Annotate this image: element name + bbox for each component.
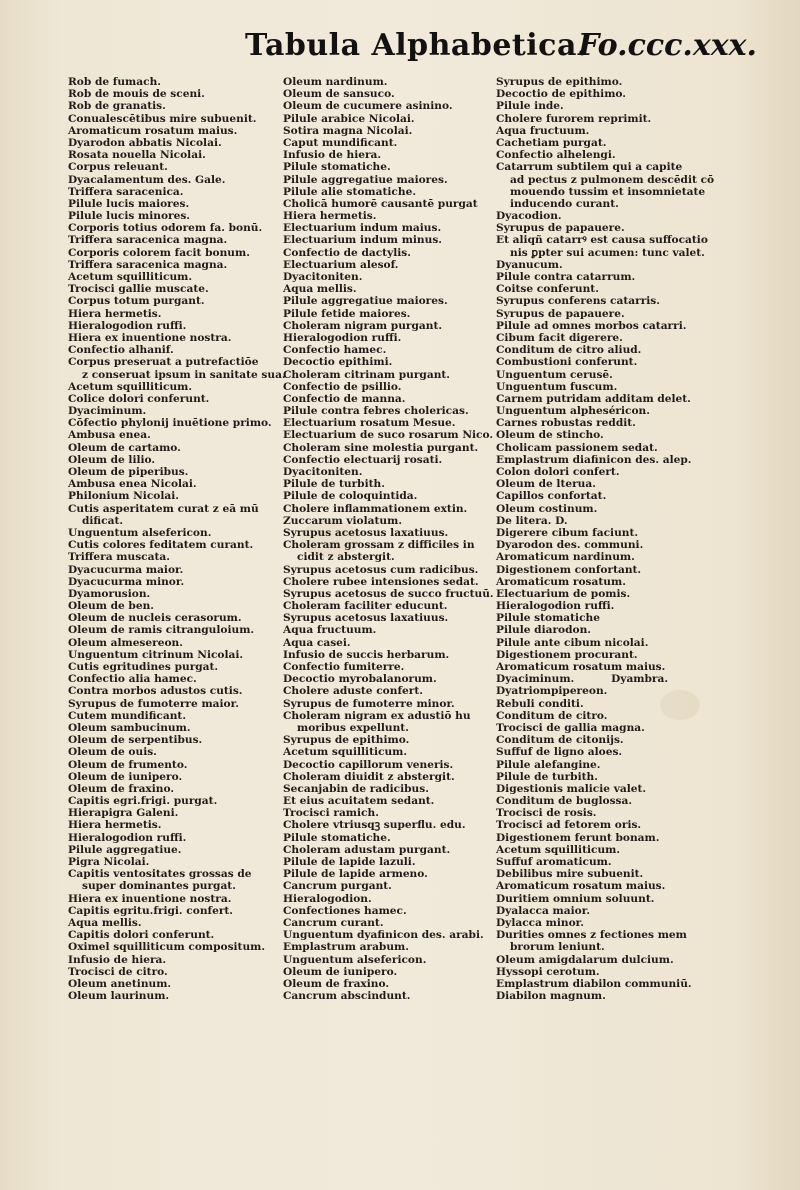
index-entry: Syrupus de epithimo. bbox=[283, 734, 410, 747]
index-entry: Digestionem procurant. bbox=[496, 648, 638, 661]
index-entry: Digestionem confortant. bbox=[496, 563, 642, 576]
index-entry: Confectio alhanif. bbox=[68, 344, 174, 357]
index-entry: Corpus releuant. bbox=[68, 161, 168, 174]
index-entry: Oleum de piperibus. bbox=[68, 466, 189, 478]
index-entry: Acetum squilliticum. bbox=[68, 271, 193, 283]
index-entry: Decoctio capillorum veneris. bbox=[283, 758, 454, 771]
index-entry: Et aliqñ catarrꝰ est causa suffocatio bbox=[496, 234, 708, 247]
index-entry: Syrupus acetosus laxatiuus. bbox=[283, 526, 449, 539]
index-entry: Cholicā humorē causantē purgat bbox=[283, 197, 478, 210]
index-entry: Aqua mellis. bbox=[68, 916, 142, 929]
index-entry: Dyacucurma minor. bbox=[68, 575, 185, 588]
index-entry: Cholere inflammationem extin. bbox=[283, 502, 468, 515]
index-entry: Pilule aggregatiue. bbox=[68, 843, 182, 856]
index-entry: Oleum de iunipero. bbox=[283, 965, 398, 978]
index-entry: Corpus totum purgant. bbox=[68, 295, 205, 308]
index-entry: Electuarium rosatum Mesue. bbox=[283, 417, 456, 430]
index-entry: Dylacca minor. bbox=[496, 916, 584, 929]
index-entry: Hiera hermetis. bbox=[283, 210, 377, 223]
index-entry: Decoctio epithimi. bbox=[283, 356, 393, 369]
index-entry: Pilule ad omnes morbos catarri. bbox=[496, 319, 687, 332]
index-entry: Oleum nardinum. bbox=[283, 76, 388, 88]
index-entry: Syrupus acetosus cum radicibus. bbox=[283, 563, 479, 576]
index-entry: Combustioni conferunt. bbox=[496, 356, 638, 369]
index-entry: Oleum de lilio. bbox=[68, 453, 156, 466]
index-entry: Confectio alhelengi. bbox=[496, 149, 616, 162]
index-entry: Pilule de turbith. bbox=[496, 770, 598, 783]
index-entry: Pilule de coloquintida. bbox=[283, 490, 418, 503]
index-entry: Unguentum citrinum Nicolai. bbox=[68, 648, 244, 661]
index-entry: Trocisci ad fetorem oris. bbox=[496, 819, 642, 832]
index-entry: Pilule stomatiche bbox=[496, 612, 600, 625]
index-entry: Hierapigra Galeni. bbox=[68, 807, 179, 820]
index-entry: Caput mundificant. bbox=[283, 136, 398, 149]
index-entry: Hieralogodion ruffi. bbox=[496, 600, 615, 613]
index-entry: Electuarium alesof. bbox=[283, 258, 399, 271]
index-entry: Cutis asperitatem curat z eā mū bbox=[68, 502, 259, 515]
index-entry: Oleum de stincho. bbox=[496, 429, 604, 442]
index-entry: Capitis ventositates grossas de bbox=[68, 868, 252, 881]
index-entry: Unguentum alsefericon. bbox=[283, 953, 427, 966]
index-entry: Emplastrum arabum. bbox=[283, 941, 409, 954]
index-entry: Aqua mellis. bbox=[283, 283, 357, 296]
index-entry: z conseruat ipsum in sanitate sua. bbox=[82, 368, 286, 381]
index-entry: Capillos confortat. bbox=[496, 490, 607, 503]
index-entry: Cancrum curant. bbox=[283, 916, 384, 929]
index-entry: Carnem putridam additam delet. bbox=[496, 392, 691, 405]
index-entry: mouendo tussim et insomnietate bbox=[510, 185, 706, 198]
index-entry: Dyaciminum. Dyambra. bbox=[496, 673, 669, 686]
index-entry: Hieralogodion ruffi. bbox=[68, 831, 187, 844]
index-entry: Triffera saracenica magna. bbox=[68, 234, 228, 247]
index-entry: Dyalacca maior. bbox=[496, 904, 591, 917]
index-entry: Cutis egritudines purgat. bbox=[68, 661, 219, 673]
index-entry: Dyacucurma maior. bbox=[68, 563, 184, 576]
index-entry: Choleram adustam purgant. bbox=[283, 843, 451, 856]
index-entry: Aqua fructuum. bbox=[283, 624, 377, 637]
index-entry: Aqua casei. bbox=[283, 636, 351, 649]
index-entry: Dyamorusion. bbox=[68, 587, 151, 600]
index-entry: Oleum laurinum. bbox=[68, 990, 170, 1003]
index-entry: Dyarodon des. communi. bbox=[496, 539, 644, 552]
index-entry: Oleum de sansuco. bbox=[283, 88, 395, 101]
index-entry: Duritiem omnium soluunt. bbox=[496, 892, 655, 905]
index-entry: Syrupus conferens catarris. bbox=[496, 295, 660, 308]
index-entry: Oleum de fraxino. bbox=[283, 977, 390, 990]
index-entry: Aromaticum rosatum maius. bbox=[496, 880, 666, 893]
index-entry: Oleum de frumento. bbox=[68, 758, 188, 771]
index-entry: Durities omnes z fectiones mem bbox=[496, 929, 687, 942]
index-entry: Pilule lucis minores. bbox=[68, 210, 190, 223]
index-entry: Electuarium indum maius. bbox=[283, 222, 442, 235]
index-entry: Capitis egritu.frigi. confert. bbox=[68, 904, 233, 917]
index-entry: Suffuf de ligno aloes. bbox=[496, 746, 623, 759]
index-entry: Pilule ante cibum nicolai. bbox=[496, 636, 649, 649]
index-entry: Cutem mundificant. bbox=[68, 709, 187, 722]
index-entry: Cōfectio phylonij inuētione primo. bbox=[68, 417, 272, 430]
index-entry: dificat. bbox=[82, 514, 124, 527]
index-entry: Aqua fructuum. bbox=[496, 124, 590, 137]
index-entry: Hiera hermetis. bbox=[68, 307, 162, 320]
index-entry: Pilule de lapide lazuli. bbox=[283, 856, 416, 868]
index-entry: Confectiones hamec. bbox=[283, 904, 407, 917]
index-entry: inducendo curant. bbox=[510, 197, 619, 210]
index-entry: Conditum de buglossa. bbox=[496, 795, 633, 808]
index-entry: Trocisci de rosis. bbox=[496, 807, 597, 820]
index-entry: Dyacitoniten. bbox=[283, 271, 363, 283]
index-entry: Diabilon magnum. bbox=[496, 990, 606, 1003]
index-entry: Choleram diuidit z abstergit. bbox=[283, 770, 455, 783]
index-entry: Oleum de cartamo. bbox=[68, 441, 181, 454]
index-entry: Hieralogodion ruffi. bbox=[68, 319, 187, 332]
index-entry: Hyssopi cerotum. bbox=[496, 965, 600, 978]
index-entry: Ambusa enea. bbox=[68, 429, 151, 442]
index-entry: Confectio alia hamec. bbox=[68, 673, 197, 686]
index-entry: Acetum squilliticum. bbox=[496, 843, 621, 856]
index-entry: Choleram grossam z difficiles in bbox=[283, 539, 475, 552]
index-entry: Oleum amigdalarum dulcium. bbox=[496, 953, 674, 966]
index-entry: Confectio de dactylis. bbox=[283, 246, 411, 259]
index-entry: Debilibus mire subuenit. bbox=[496, 868, 644, 881]
index-entry: Conditum de citonijs. bbox=[496, 734, 624, 747]
index-entry: Syrupus de papauere. bbox=[496, 222, 625, 235]
index-entry: Pilule aggregatiue maiores. bbox=[283, 295, 448, 308]
index-entry: Corporis totius odorem fa. bonū. bbox=[68, 222, 263, 235]
index-entry: Oleum de ramis citranguloium. bbox=[68, 624, 255, 637]
index-entry: Secanjabin de radicibus. bbox=[283, 782, 429, 795]
index-entry: super dominantes purgat. bbox=[82, 880, 236, 893]
index-entry: Dyacitoniten. bbox=[283, 466, 363, 478]
index-entry: Aromaticum rosatum maius. bbox=[68, 124, 238, 137]
index-entry: Emplastrum diabilon communiū. bbox=[496, 977, 692, 990]
index-entry: De litera. D. bbox=[496, 514, 568, 527]
index-entry: Unguentum alsefericon. bbox=[68, 526, 212, 539]
index-entry: moribus expellunt. bbox=[297, 721, 409, 734]
index-entry: Corpus preseruat a putrefactiōe bbox=[68, 356, 259, 369]
index-entry: Confectio de manna. bbox=[283, 392, 406, 405]
index-entry: Decoctio de epithimo. bbox=[496, 88, 626, 101]
index-entry: Hiera ex inuentione nostra. bbox=[68, 331, 232, 344]
index-entry: Pilule stomatiche. bbox=[283, 161, 391, 174]
index-entry: Choleram nigram purgant. bbox=[283, 319, 443, 332]
index-entry: Cholere furorem reprimit. bbox=[496, 112, 652, 125]
index-entry: Triffera saracenica magna. bbox=[68, 258, 228, 271]
index-entry: Conditum de citro aliud. bbox=[496, 344, 642, 357]
index-entry: Pilule fetide maiores. bbox=[283, 307, 411, 320]
index-entry: Colice dolori conferunt. bbox=[68, 392, 210, 405]
index-entry: Cholere vtriusqꝫ superflu. edu. bbox=[283, 819, 466, 832]
index-entry: Acetum squilliticum. bbox=[68, 380, 193, 393]
index-entry: Philonium Nicolai. bbox=[68, 490, 179, 503]
index-entry: Dyatriompipereon. bbox=[496, 685, 608, 698]
index-entry: Dyanucum. bbox=[496, 258, 563, 271]
index-entry: Syrupus acetosus de succo fructuū. bbox=[283, 587, 494, 600]
index-entry: Cholere aduste confert. bbox=[283, 685, 423, 698]
index-entry: Oleum de fraxino. bbox=[68, 782, 175, 795]
index-entry: Suffuf aromaticum. bbox=[496, 856, 612, 868]
index-entry: Syrupus de epithimo. bbox=[496, 76, 623, 88]
index-entry: Rob de granatis. bbox=[68, 100, 166, 113]
index-entry: Aromaticum nardinum. bbox=[496, 551, 635, 564]
index-entry: Pilule aggregatiue maiores. bbox=[283, 173, 448, 186]
index-entry: nis ꝑpter sui acumen: tunc valet. bbox=[510, 246, 705, 259]
index-entry: Contra morbos adustos cutis. bbox=[68, 685, 243, 698]
index-column-middle bbox=[283, 76, 493, 1002]
index-entry: Carnes robustas reddit. bbox=[496, 417, 636, 430]
index-entry: Dyaciminum. bbox=[68, 405, 147, 418]
index-entry: Choleram faciliter educunt. bbox=[283, 600, 448, 613]
index-entry: Dyacalamentum des. Gale. bbox=[68, 173, 226, 186]
index-entry: Corporis colorem facit bonum. bbox=[68, 246, 250, 259]
index-entry: Emplastrum diafinicon des. alep. bbox=[496, 453, 692, 466]
index-column-right bbox=[496, 76, 732, 1002]
index-entry: Catarrum subtilem qui a capite bbox=[496, 161, 683, 174]
index-entry: Rob de fumach. bbox=[68, 76, 161, 88]
index-entry: Triffera muscata. bbox=[68, 551, 170, 564]
index-entry: Conualescētibus mire subuenit. bbox=[68, 112, 257, 125]
index-entry: Pilule inde. bbox=[496, 100, 564, 113]
index-entry: Sotira magna Nicolai. bbox=[283, 124, 413, 137]
index-entry: Electuarium de suco rosarum Nico. bbox=[283, 429, 494, 442]
index-entry: Infusio de hiera. bbox=[283, 149, 382, 162]
index-entry: Choleram citrinam purgant. bbox=[283, 368, 450, 381]
index-entry: Conditum de citro. bbox=[496, 709, 608, 722]
index-entry: Trocisci ramich. bbox=[283, 807, 379, 820]
index-entry: cidit z abstergit. bbox=[297, 551, 395, 564]
index-entry: Rebuli conditi. bbox=[496, 697, 584, 710]
index-entry: Unguentum alpheséricon. bbox=[496, 405, 650, 418]
index-entry: Oleum de cucumere asinino. bbox=[283, 100, 453, 113]
index-entry: Capitis egri.frigi. purgat. bbox=[68, 795, 218, 808]
index-entry: Decoctio myrobalanorum. bbox=[283, 673, 437, 686]
index-entry: Oleum anetinum. bbox=[68, 977, 172, 990]
index-entry: Syrupus acetosus laxatiuus. bbox=[283, 612, 449, 625]
folio-number: Fo.ccc.xxx. bbox=[578, 28, 757, 63]
index-entry: Infusio de hiera. bbox=[68, 953, 167, 966]
index-entry: Oleum de ouis. bbox=[68, 746, 157, 759]
index-entry: Confectio hamec. bbox=[283, 344, 387, 357]
index-entry: Oleum de lterua. bbox=[496, 478, 596, 491]
index-entry: Coitse conferunt. bbox=[496, 283, 599, 296]
index-entry: Hiera ex inuentione nostra. bbox=[68, 892, 232, 905]
index-entry: Hieralogodion. bbox=[283, 892, 372, 905]
index-entry: Trocisci de citro. bbox=[68, 965, 168, 978]
index-entry: Cibum facit digerere. bbox=[496, 331, 623, 344]
running-header bbox=[0, 28, 800, 72]
index-entry: Oleum de nucleis cerasorum. bbox=[68, 612, 242, 625]
index-entry: Unguentum fuscum. bbox=[496, 380, 618, 393]
index-entry: Cachetiam purgat. bbox=[496, 136, 607, 149]
index-entry: Pigra Nicolai. bbox=[68, 856, 150, 868]
index-entry: Oleum almesereon. bbox=[68, 636, 183, 649]
index-entry: Choleram sine molestia purgant. bbox=[283, 441, 479, 454]
index-entry: Oleum costinum. bbox=[496, 502, 598, 515]
index-entry: brorum leniunt. bbox=[510, 941, 605, 954]
index-entry: Dyacodion. bbox=[496, 210, 562, 223]
index-entry: Triffera saracenica. bbox=[68, 185, 184, 198]
index-entry: Cutis colores feditatem curant. bbox=[68, 539, 254, 552]
index-entry: Choleram nigram ex adustiō hu bbox=[283, 709, 471, 722]
index-entry: Oleum de serpentibus. bbox=[68, 734, 203, 747]
index-entry: Pilule contra catarrum. bbox=[496, 271, 636, 283]
page-title: Tabula Alphabetica. bbox=[245, 28, 588, 63]
index-entry: Rob de mouis de sceni. bbox=[68, 88, 205, 101]
index-entry: Cholicam passionem sedat. bbox=[496, 441, 658, 454]
index-entry: Confectio de psillio. bbox=[283, 380, 402, 393]
index-entry: Pilule diarodon. bbox=[496, 624, 591, 637]
index-entry: ad pectus z pulmonem descēdit cō bbox=[510, 173, 715, 186]
index-entry: Zuccarum violatum. bbox=[283, 514, 403, 527]
index-entry: Aromaticum rosatum. bbox=[496, 575, 626, 588]
index-entry: Aromaticum rosatum maius. bbox=[496, 661, 666, 673]
index-column-left bbox=[68, 76, 286, 1003]
index-entry: Digerere cibum faciunt. bbox=[496, 526, 639, 539]
index-entry: Electuarium indum minus. bbox=[283, 234, 442, 247]
index-entry: Pilule stomatiche. bbox=[283, 831, 391, 844]
index-entry: Syrupus de papauere. bbox=[496, 307, 625, 320]
index-entry: Colon dolori confert. bbox=[496, 466, 620, 478]
index-entry: Pilule de lapide armeno. bbox=[283, 868, 428, 881]
index-entry: Oleum de ben. bbox=[68, 600, 154, 613]
index-entry: Unguentum cerusē. bbox=[496, 368, 613, 381]
index-entry: Pilule contra febres cholericas. bbox=[283, 405, 469, 418]
index-entry: Syrupus de fumoterre minor. bbox=[283, 697, 455, 710]
index-entry: Infusio de succis herbarum. bbox=[283, 648, 450, 661]
index-entry: Pilule de turbith. bbox=[283, 478, 385, 491]
index-entry: Oleum de iunipero. bbox=[68, 770, 183, 783]
index-entry: Unguentum dyafinicon des. arabi. bbox=[283, 929, 484, 942]
index-entry: Oximel squilliticum compositum. bbox=[68, 941, 266, 954]
index-entry: Cancrum purgant. bbox=[283, 880, 392, 893]
index-entry: Confectio electuarij rosati. bbox=[283, 453, 443, 466]
index-entry: Digestionis malicie valet. bbox=[496, 782, 647, 795]
index-entry: Oleum sambucinum. bbox=[68, 721, 191, 734]
index-entry: Digestionem ferunt bonam. bbox=[496, 831, 660, 844]
index-entry: Acetum squilliticum. bbox=[283, 746, 408, 759]
index-entry: Syrupus de fumoterre maior. bbox=[68, 697, 239, 710]
index-entry: Dyarodon abbatis Nicolai. bbox=[68, 136, 222, 149]
index-entry: Hieralogodion ruffi. bbox=[283, 331, 402, 344]
index-entry: Et eius acuitatem sedant. bbox=[283, 795, 435, 808]
index-entry: Trocisci de gallia magna. bbox=[496, 721, 645, 734]
index-entry: Rosata nouella Nicolai. bbox=[68, 149, 206, 162]
index-entry: Pilule lucis maiores. bbox=[68, 197, 190, 210]
index-entry: Confectio fumiterre. bbox=[283, 661, 405, 673]
index-entry: Cholere rubee intensiones sedat. bbox=[283, 575, 479, 588]
index-entry: Pilule alie stomatiche. bbox=[283, 185, 417, 198]
index-entry: Hiera hermetis. bbox=[68, 819, 162, 832]
index-entry: Pilule alefangine. bbox=[496, 758, 601, 771]
index-entry: Cancrum abscindunt. bbox=[283, 990, 411, 1003]
index-entry: Pilule arabice Nicolai. bbox=[283, 112, 415, 125]
index-entry: Electuarium de pomis. bbox=[496, 587, 631, 600]
index-entry: Ambusa enea Nicolai. bbox=[68, 478, 197, 491]
index-entry: Capitis dolori conferunt. bbox=[68, 929, 215, 942]
index-entry: Trocisci gallie muscate. bbox=[68, 283, 209, 296]
